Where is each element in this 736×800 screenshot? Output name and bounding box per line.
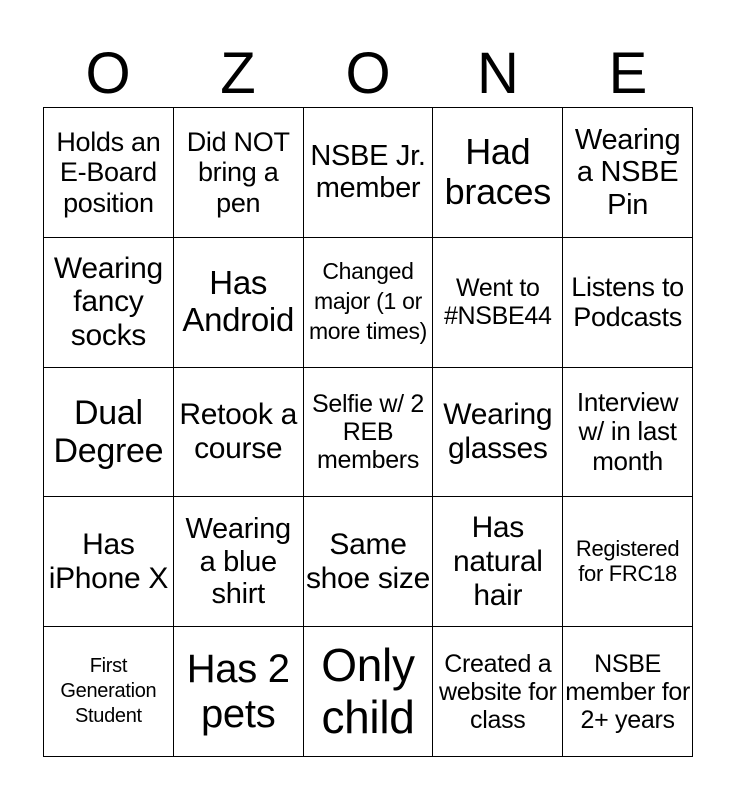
bingo-cell[interactable] xyxy=(304,497,434,627)
cell-text: First Generation Student xyxy=(60,655,157,728)
bingo-cell[interactable] xyxy=(304,238,434,368)
bingo-cell[interactable] xyxy=(174,627,304,757)
bingo-cell[interactable] xyxy=(44,368,174,498)
cell-text: Had braces xyxy=(444,131,551,213)
cell-text: Has natural hair xyxy=(452,511,543,612)
bingo-cell[interactable] xyxy=(433,108,563,238)
cell-text: Has iPhone X xyxy=(48,528,169,595)
cell-text: Selfie w/ 2 REB members xyxy=(311,389,425,474)
header-letter: Z xyxy=(220,41,256,106)
cell-text: Dual Degree xyxy=(53,393,164,470)
bingo-cell[interactable] xyxy=(304,108,434,238)
bingo-cell[interactable] xyxy=(174,368,304,498)
bingo-cell[interactable] xyxy=(433,627,563,757)
bingo-cell[interactable] xyxy=(304,627,434,757)
cell-text: Has Android xyxy=(182,264,295,339)
header-letter: N xyxy=(477,41,519,106)
header-letter: E xyxy=(608,41,648,106)
bingo-cell[interactable] xyxy=(563,368,693,498)
bingo-cell[interactable] xyxy=(563,497,693,627)
cell-text: Only child xyxy=(321,639,415,743)
cell-text: NSBE Jr. member xyxy=(310,139,426,205)
cell-text: Retook a course xyxy=(179,398,298,465)
bingo-cell[interactable] xyxy=(304,368,434,498)
bingo-cell[interactable] xyxy=(44,627,174,757)
bingo-cell[interactable] xyxy=(174,108,304,238)
header-letter: O xyxy=(85,41,131,106)
cell-text: Interview w/ in last month xyxy=(576,387,679,476)
bingo-cell[interactable] xyxy=(44,497,174,627)
bingo-cell[interactable] xyxy=(174,238,304,368)
bingo-cell[interactable] xyxy=(433,497,563,627)
cell-text: Wearing glasses xyxy=(443,398,553,465)
cell-text: Wearing fancy socks xyxy=(53,251,163,352)
cell-text: Went to #NSBE44 xyxy=(443,274,552,331)
bingo-cell[interactable] xyxy=(563,627,693,757)
bingo-cell[interactable] xyxy=(563,108,693,238)
cell-text: Created a website for class xyxy=(438,649,557,734)
bingo-header xyxy=(43,40,693,108)
cell-text: Wearing a blue shirt xyxy=(185,513,291,611)
bingo-cell[interactable] xyxy=(44,238,174,368)
bingo-cell[interactable] xyxy=(433,368,563,498)
cell-text: Did NOT bring a pen xyxy=(186,127,290,218)
cell-text: Listens to Podcasts xyxy=(571,271,684,333)
cell-text: NSBE member for 2+ years xyxy=(565,649,690,734)
bingo-cell[interactable] xyxy=(433,238,563,368)
cell-text: Registered for FRC18 xyxy=(575,536,680,586)
cell-text: Wearing a NSBE Pin xyxy=(574,123,681,221)
bingo-cell[interactable] xyxy=(44,108,174,238)
cell-text: Same shoe size xyxy=(305,528,431,595)
header-letter: O xyxy=(345,41,391,106)
bingo-grid xyxy=(43,107,693,757)
bingo-cell[interactable] xyxy=(174,497,304,627)
bingo-cell[interactable] xyxy=(563,238,693,368)
cell-text: Changed major (1 or more times) xyxy=(308,258,428,345)
cell-text: Holds an E-Board position xyxy=(56,127,161,218)
cell-text: Has 2 pets xyxy=(186,646,290,736)
